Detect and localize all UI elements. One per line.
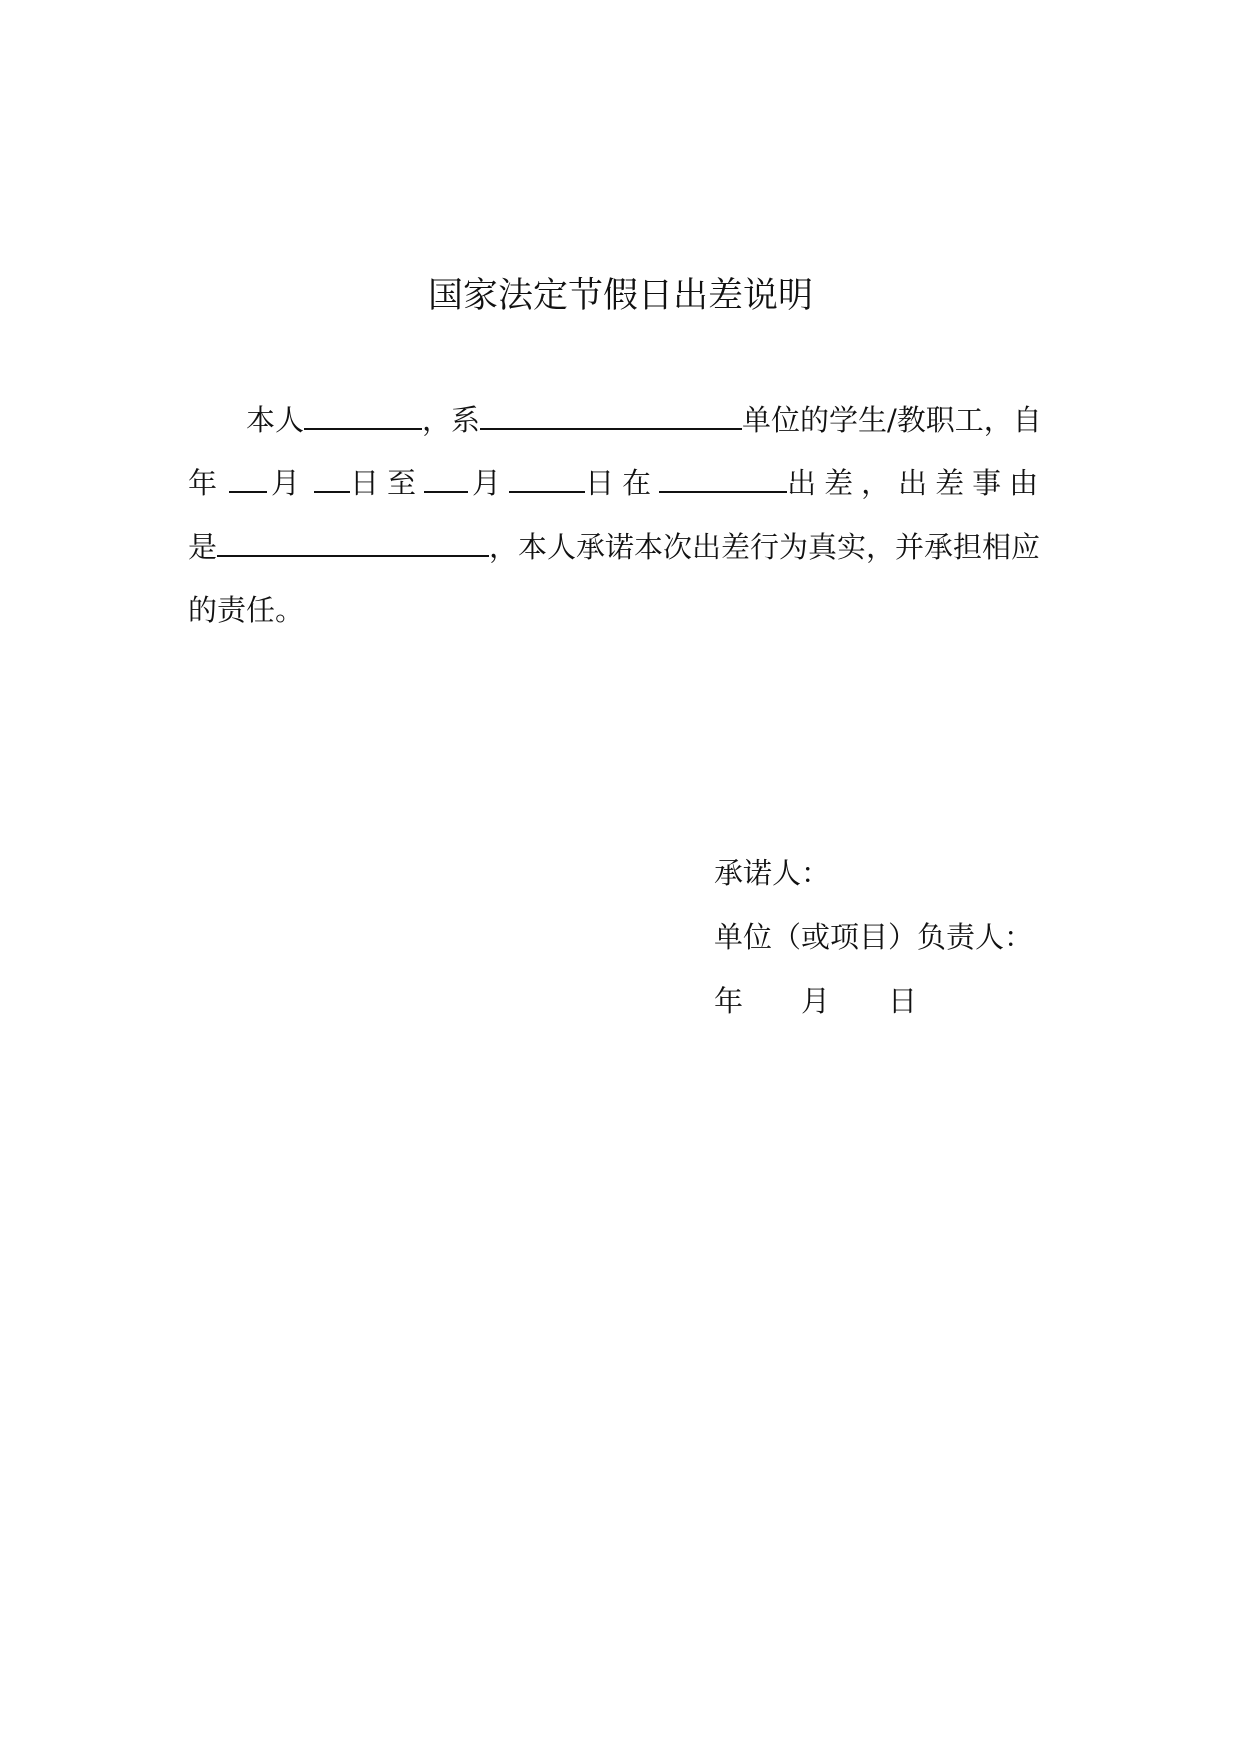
statement-line-3 — [188, 524, 1058, 570]
reason-blank[interactable] — [217, 525, 489, 557]
text-commitment: ，本人承诺本次出差行为真实，并承担相应 — [489, 530, 1041, 564]
text-comma-department: ，系 — [422, 403, 481, 437]
start-month-blank[interactable] — [229, 461, 267, 493]
text-day-at: 日在 — [585, 466, 660, 500]
promisor-label: 承诺人： — [714, 856, 831, 890]
text-self: 本人 — [246, 403, 305, 437]
statement-line-1 — [188, 397, 1116, 443]
text-business-trip-reason: 出差，出差事由 — [787, 466, 1047, 500]
text-unit-role: 单位的学生/教职工，自 — [742, 403, 1042, 437]
text-year: 年 — [188, 466, 226, 500]
start-day-blank[interactable] — [314, 461, 350, 493]
end-month-blank[interactable] — [424, 461, 468, 493]
text-responsibility: 的责任。 — [188, 593, 305, 627]
name-blank[interactable] — [304, 398, 422, 430]
signature-date — [714, 980, 917, 1022]
end-day-blank[interactable] — [509, 461, 585, 493]
date-year: 年 — [714, 984, 744, 1018]
text-month: 月 — [271, 466, 309, 500]
document-title: 国家法定节假日出差说明 — [427, 276, 813, 316]
location-blank[interactable] — [659, 461, 787, 493]
statement-line-4 — [188, 587, 1058, 633]
unit-head-label: 单位（或项目）负责人： — [714, 920, 1034, 954]
text-month-2: 月 — [472, 466, 510, 500]
unit-blank[interactable] — [480, 398, 742, 430]
date-month: 月 — [801, 984, 831, 1018]
text-day-to: 日至 — [350, 466, 425, 500]
date-day: 日 — [888, 984, 918, 1018]
text-is: 是 — [188, 530, 218, 564]
statement-line-2 — [188, 460, 1058, 506]
